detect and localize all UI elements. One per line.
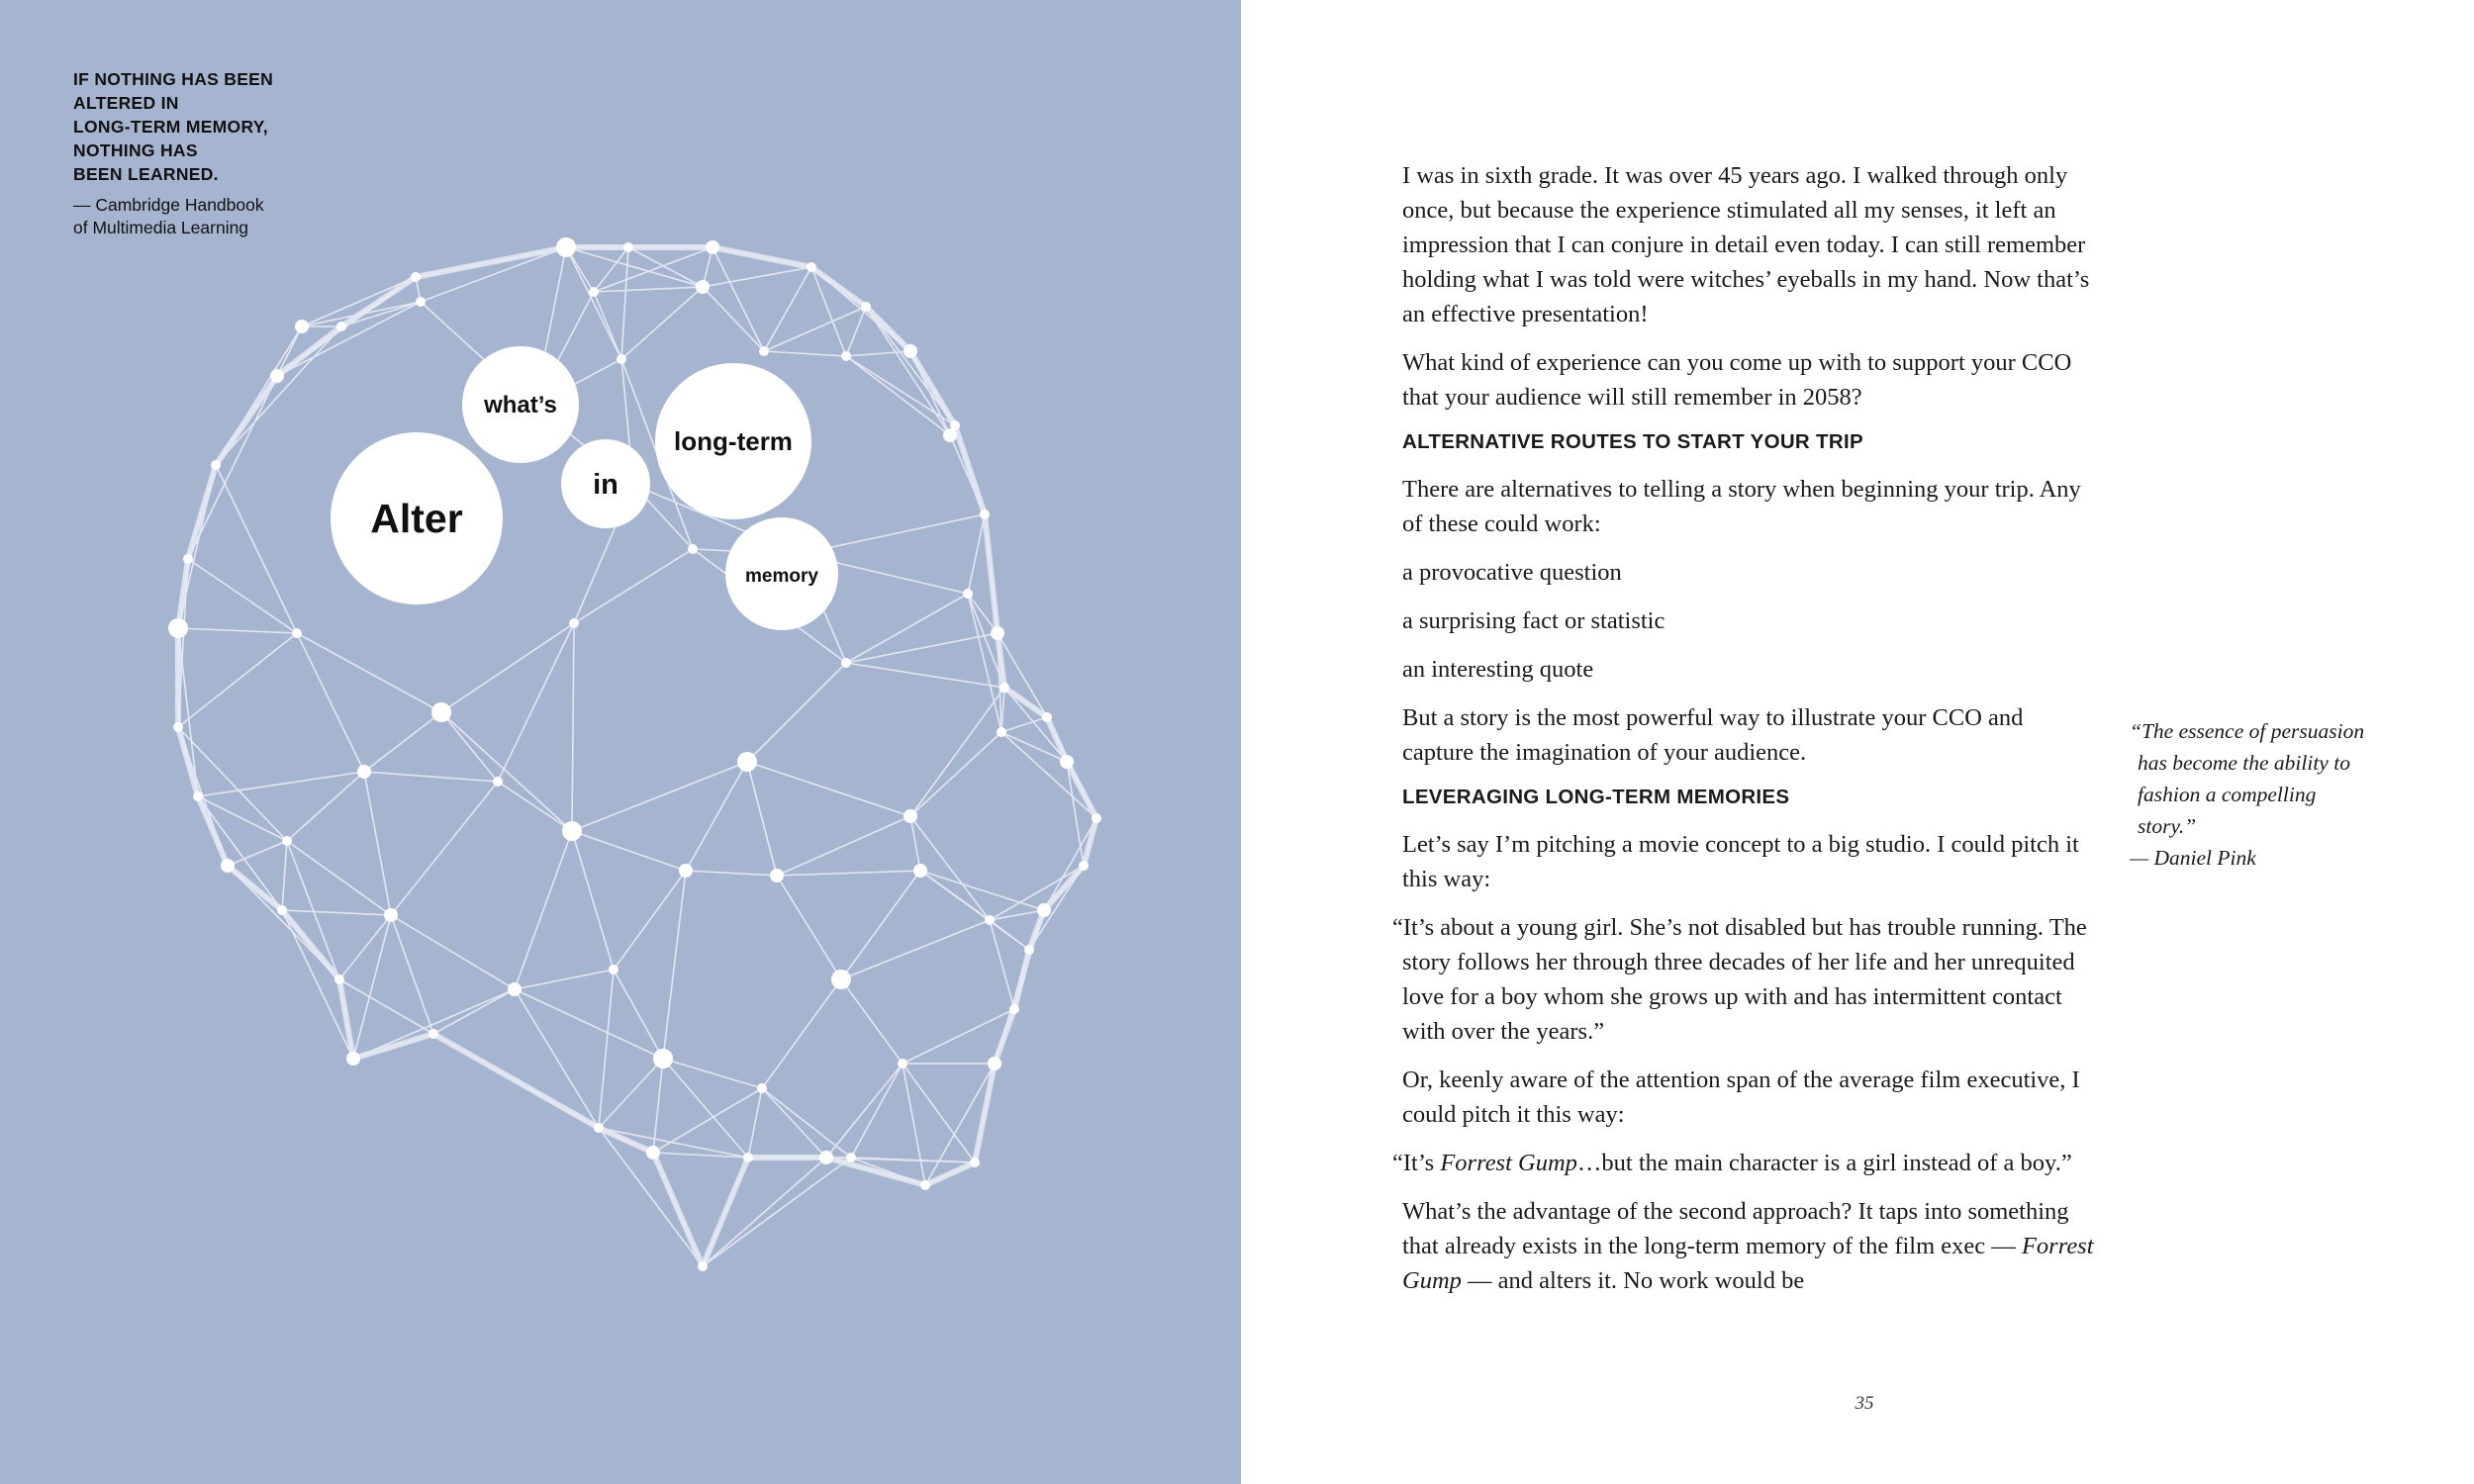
paragraph-alternatives: There are alternatives to telling a story when beginning your trip. Any of these could work: — [1402, 476, 2081, 537]
network-edge — [572, 762, 747, 831]
body-text — [1392, 158, 2095, 1312]
network-node — [270, 369, 284, 383]
network-node — [334, 974, 344, 984]
network-edge — [846, 356, 955, 425]
network-edge — [653, 1059, 663, 1153]
network-edge — [572, 623, 574, 831]
network-edge — [686, 871, 777, 876]
network-edge — [216, 326, 341, 465]
network-edge — [515, 989, 663, 1059]
network-node — [556, 237, 576, 257]
network-edge — [703, 1158, 826, 1266]
network-node — [431, 702, 451, 722]
network-edge — [594, 292, 621, 359]
paragraph-pitch-one: “It’s about a young girl. She’s not disabled but has trouble running. The story follows her through three decades of her life and her unrequited love for a boy whom she grows up with and has intermittent contact with over the years.” — [1392, 914, 2087, 1045]
network-node — [589, 287, 599, 297]
network-node — [1060, 755, 1074, 769]
network-node — [569, 618, 579, 628]
network-node — [963, 589, 973, 599]
network-node — [1092, 813, 1101, 823]
pitch-two-end: …but the main character is a girl instead of a boy.” — [1576, 1150, 2072, 1176]
network-node — [653, 1049, 673, 1068]
pull-quote-attribution: — Daniel Pink — [2130, 846, 2256, 870]
network-node — [493, 777, 503, 787]
network-edge — [910, 688, 1004, 816]
network-edge — [178, 628, 297, 633]
network-edge — [841, 979, 903, 1064]
network-edge — [391, 915, 433, 1034]
network-edge — [282, 841, 287, 910]
network-edge — [391, 782, 498, 915]
network-edge — [764, 351, 846, 356]
network-edge — [188, 376, 277, 559]
network-node — [698, 1261, 708, 1271]
network-edge — [1044, 818, 1096, 910]
paragraph-keenly-aware: Or, keenly aware of the attention span of the average film executive, I could pitch it this way: — [1402, 1067, 2080, 1128]
network-node — [997, 727, 1006, 737]
network-edge — [339, 979, 433, 1034]
page-number: 35 — [1855, 1393, 1874, 1414]
bubble-in — [561, 439, 650, 528]
network-node — [770, 869, 784, 882]
network-edge — [713, 247, 764, 351]
network-node — [1009, 1004, 1019, 1014]
bubble-whats — [462, 346, 579, 463]
network-edge — [441, 712, 498, 782]
pitch-two-title: Forrest Gump — [1440, 1150, 1577, 1176]
network-edge — [910, 816, 920, 871]
network-node — [357, 765, 371, 779]
network-node — [920, 1180, 930, 1190]
network-edge — [302, 277, 416, 326]
network-node — [173, 722, 183, 732]
paragraph-pitching: Let’s say I’m pitching a movie concept to a big studio. I could pitch it this way: — [1402, 831, 2079, 892]
network-node — [980, 510, 990, 519]
network-node — [562, 821, 582, 841]
network-edge — [188, 559, 297, 633]
network-edge — [572, 831, 614, 970]
network-edge — [594, 287, 703, 292]
network-edge — [628, 247, 703, 287]
network-edge — [846, 663, 1004, 688]
epigraph-quote: IF NOTHING HAS BEEN ALTERED IN LONG-TERM MEMORY, NOTHING HAS BEEN LEARNED. — [73, 69, 274, 184]
network-node — [970, 1158, 980, 1167]
network-node — [991, 626, 1004, 640]
network-edge — [364, 772, 391, 915]
network-node — [346, 1052, 360, 1066]
network-edge — [498, 623, 574, 782]
network-edge — [515, 970, 614, 989]
network-node — [696, 280, 710, 294]
network-node — [221, 859, 235, 873]
network-edge — [920, 871, 1044, 910]
network-edge — [599, 970, 614, 1128]
network-edge — [364, 772, 498, 782]
network-edge — [498, 782, 572, 831]
network-edge — [277, 302, 421, 376]
network-node — [1079, 861, 1089, 871]
network-edge — [851, 1064, 903, 1158]
network-node — [988, 1057, 1001, 1070]
network-edge — [826, 1064, 903, 1158]
pitch-two-start: “It’s — [1392, 1150, 1441, 1176]
network-edge — [198, 796, 282, 910]
network-edge — [663, 1059, 762, 1088]
network-edge — [777, 816, 910, 876]
network-edge — [747, 762, 777, 876]
network-node — [416, 297, 426, 307]
network-edge — [621, 287, 703, 359]
network-node — [292, 628, 302, 638]
network-node — [743, 1153, 753, 1162]
network-edge — [287, 841, 391, 915]
network-node — [904, 809, 917, 823]
network-node — [841, 658, 851, 668]
network-edge — [515, 831, 572, 989]
network-edge — [228, 841, 287, 866]
bubble-alter-label: Alter — [370, 496, 463, 541]
network-edge — [747, 663, 846, 762]
network-node — [757, 1083, 767, 1093]
pull-quote — [2130, 715, 2377, 874]
network-node — [999, 683, 1009, 693]
network-node — [1037, 903, 1051, 917]
paragraph-pitch-two — [1392, 1146, 2095, 1180]
network-edge — [653, 1088, 762, 1153]
network-node — [861, 302, 871, 312]
network-edge — [1001, 732, 1096, 818]
network-edge — [433, 989, 515, 1034]
network-node — [646, 1146, 660, 1159]
network-node — [1042, 712, 1052, 722]
network-node — [508, 982, 522, 996]
network-edge — [282, 910, 391, 915]
bubble-in-label: in — [593, 469, 618, 501]
network-node — [846, 1153, 856, 1162]
network-node — [898, 1059, 907, 1068]
network-node — [384, 908, 398, 922]
paragraph-intro: I was in sixth grade. It was over 45 years ago. I walked through only once, but because the experience stimulated all my senses, it left an impression that I can conjure in detail even today. I can still remember holding what I was told were witches’ eyeballs in my hand. Now that’s an effective presentation! — [1402, 162, 2090, 327]
network-node — [831, 970, 851, 989]
network-node — [277, 905, 287, 915]
network-node — [183, 554, 193, 564]
network-edge — [178, 633, 297, 727]
paragraph-story-power: But a story is the most powerful way to illustrate your CCO and capture the imagination of your audience. — [1402, 704, 2024, 766]
paragraph-question: What kind of experience can you come up with to support your CCO that your audience will still remember in 2058? — [1402, 349, 2072, 411]
network-node — [336, 322, 346, 331]
network-edge — [198, 772, 364, 796]
network-edge — [762, 1088, 826, 1158]
network-node — [193, 791, 203, 801]
network-edge — [686, 762, 747, 871]
network-node — [411, 272, 421, 282]
network-edge — [216, 465, 297, 633]
network-node — [1024, 945, 1034, 955]
network-edge — [846, 633, 998, 663]
network-edge — [748, 1088, 762, 1158]
network-node — [594, 1123, 604, 1133]
network-node — [737, 752, 757, 772]
network-node — [706, 240, 719, 254]
heading-alternative-routes: ALTERNATIVE ROUTES TO START YOUR TRIP — [1402, 430, 1863, 453]
network-node — [819, 1151, 833, 1164]
network-edge — [703, 287, 764, 351]
network-node — [623, 242, 633, 252]
network-node — [913, 864, 927, 878]
bubble-whats-label: what’s — [484, 392, 557, 418]
network-edge — [574, 549, 693, 623]
network-edge — [566, 247, 621, 359]
network-edge — [614, 970, 663, 1059]
network-node — [428, 1029, 438, 1039]
list-item-quote: an interesting quote — [1402, 656, 1594, 683]
network-edge — [599, 1059, 663, 1128]
advantage-end: — and alters it. No work would be — [1461, 1267, 1805, 1294]
pull-quote-text: “The essence of persuasion has become the ability to fashion a compelling story.” — [2130, 719, 2365, 838]
bubble-long-term-label: long-term — [674, 426, 793, 456]
network-node — [282, 836, 292, 846]
network-edge — [441, 712, 572, 831]
network-edge — [903, 1064, 925, 1185]
network-edge — [663, 871, 686, 1059]
network-edge — [353, 915, 391, 1059]
network-edge — [364, 712, 441, 772]
network-edge — [297, 633, 441, 712]
network-node — [617, 354, 626, 364]
network-edge — [747, 762, 910, 816]
right-page-text — [1241, 0, 2474, 1484]
network-edge — [391, 915, 515, 989]
network-node — [985, 915, 995, 925]
network-edge — [866, 307, 950, 435]
network-node — [841, 351, 851, 361]
list-item-question: a provocative question — [1402, 559, 1622, 586]
bubble-memory — [725, 517, 838, 630]
network-edge — [441, 623, 574, 712]
network-node — [688, 544, 698, 554]
advantage-start: What’s the advantage of the second approach? It taps into something that already exists in the long-term memory of the film exec — — [1402, 1198, 2069, 1259]
network-edge — [764, 267, 811, 351]
network-node — [211, 460, 221, 470]
network-edge — [777, 876, 841, 979]
network-edge — [762, 1088, 851, 1158]
network-edge — [297, 633, 364, 772]
network-edge — [920, 871, 1029, 950]
network-node — [679, 864, 693, 878]
network-node — [295, 320, 309, 333]
epigraph-attribution: — Cambridge Handbook of Multimedia Learning — [73, 195, 264, 237]
advantage-title: Forrest Gump — [1402, 1233, 2094, 1294]
network-edge — [968, 514, 985, 594]
network-node — [609, 965, 618, 974]
heading-leveraging: LEVERAGING LONG-TERM MEMORIES — [1402, 786, 1790, 808]
network-edge — [572, 831, 686, 871]
network-edge — [703, 267, 811, 287]
network-edge — [762, 979, 841, 1088]
network-node — [943, 428, 957, 442]
paragraph-advantage — [1402, 1194, 2095, 1298]
network-node — [168, 618, 188, 638]
network-node — [807, 262, 816, 272]
network-node — [904, 344, 917, 358]
network-edge — [903, 1064, 975, 1162]
network-edge — [777, 871, 920, 876]
bubble-long-term — [655, 363, 811, 519]
network-node — [759, 346, 769, 356]
network-edge — [990, 920, 1014, 1009]
network-edge — [910, 732, 1001, 816]
bubble-memory-label: memory — [745, 566, 818, 587]
list-item-fact: a surprising fact or statistic — [1402, 607, 1665, 634]
network-edge — [846, 594, 968, 663]
bubble-alter — [331, 432, 503, 604]
